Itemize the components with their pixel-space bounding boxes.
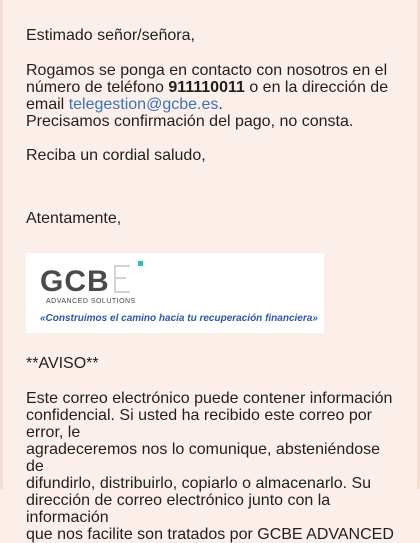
greeting: Estimado señor/señora, — [26, 27, 195, 44]
request-line-2 — [26, 79, 402, 96]
logo-tagline: «Construimos el camino hacia tu recuperación financiera» — [40, 313, 318, 324]
request-line-3-prefix: email — [26, 96, 69, 113]
logo-wordmark — [40, 265, 130, 298]
email-address-link[interactable]: telegestion@gcbe.es — [68, 96, 219, 113]
disclaimer-line: Este correo electrónico puede contener información — [26, 390, 393, 407]
logo-text: GCB — [40, 265, 110, 298]
disclaimer-line: agradeceremos nos lo comunique, absteniéndose de — [26, 441, 381, 475]
signoff: Atentamente, — [26, 210, 122, 227]
request-paragraph — [26, 62, 402, 130]
left-edge — [0, 0, 3, 489]
disclaimer-title: **AVISO** — [26, 355, 99, 372]
request-line-3-suffix: . — [218, 96, 223, 113]
request-line-2-suffix: o en la dirección de — [244, 79, 389, 96]
request-line-2-prefix: número de teléfono — [26, 79, 169, 96]
logo-accent-dot — [138, 261, 143, 266]
closing: Reciba un cordial saludo, — [26, 147, 206, 164]
request-line-3 — [26, 96, 402, 113]
phone-number[interactable]: 911110011 — [168, 79, 245, 96]
disclaimer-line: difundirlo, distribuirlo, copiarlo o almacenarlo. Su — [26, 475, 372, 492]
request-line-1: Rogamos se ponga en contacto con nosotros en el — [26, 62, 388, 79]
logo-subtitle: ADVANCED SOLUTIONS — [46, 298, 136, 305]
disclaimer-paragraph — [26, 390, 402, 543]
disclaimer-line: confidencial. Si usted ha recibido este correo por error, le — [26, 407, 372, 441]
logo-e-glyph — [114, 265, 130, 293]
email-body — [26, 27, 402, 543]
disclaimer-line: dirección de correo electrónico junto con la información — [26, 492, 331, 526]
disclaimer-line: que nos facilite son tratados por GCBE ADVANCED — [26, 526, 394, 543]
gcbe-logo — [26, 253, 324, 333]
request-line-4: Precisamos confirmación del pago, no consta. — [26, 113, 354, 130]
